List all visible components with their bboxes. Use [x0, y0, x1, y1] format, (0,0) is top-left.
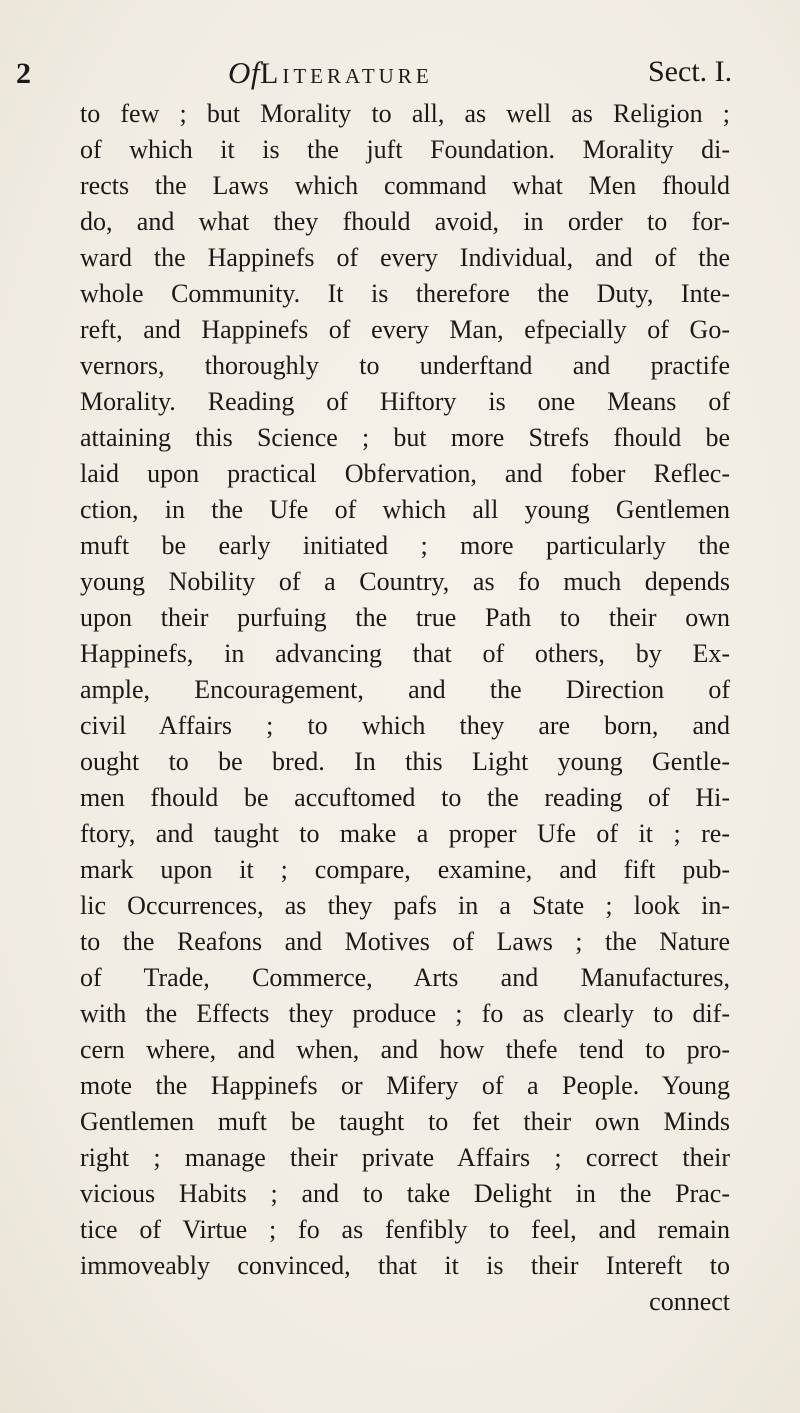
text-line: rects the Laws which command what Men fhould	[80, 171, 730, 200]
text-line: young Nobility of a Country, as fo much depends	[80, 567, 730, 596]
text-line: Happinefs, in advancing that of others, by Ex-	[80, 639, 730, 668]
text-line: to few ; but Morality to all, as well as Religion ;	[80, 99, 730, 128]
text-line: do, and what they fhould avoid, in order to for-	[80, 207, 730, 236]
text-line: with the Effects they produce ; fo as clearly to dif-	[80, 999, 730, 1028]
text-line: of which it is the juft Foundation. Morality di-	[80, 135, 730, 164]
text-line: mark upon it ; compare, examine, and fift pub-	[80, 855, 730, 884]
text-line: to the Reafons and Motives of Laws ; the Nature	[80, 927, 730, 956]
running-header	[0, 55, 800, 99]
text-line: laid upon practical Obfervation, and fober Reflec-	[80, 459, 730, 488]
text-line: Gentlemen muft be taught to fet their own Minds	[80, 1107, 730, 1136]
text-line: ought to be bred. In this Light young Gentle-	[80, 747, 730, 776]
text-line: vicious Habits ; and to take Delight in the Prac-	[80, 1179, 730, 1208]
text-line: right ; manage their private Affairs ; correct their	[80, 1143, 730, 1172]
text-line: muft be early initiated ; more particularly the	[80, 531, 730, 560]
running-title	[228, 55, 433, 91]
text-line: immoveably convinced, that it is their Intereft to	[80, 1251, 730, 1280]
text-line: attaining this Science ; but more Strefs fhould be	[80, 423, 730, 452]
text-line: cern where, and when, and how thefe tend to pro-	[80, 1035, 730, 1064]
text-line: ample, Encouragement, and the Direction of	[80, 675, 730, 704]
catchword: connect	[649, 1287, 730, 1316]
section-reference: Sect. I.	[648, 55, 733, 88]
page-number: 2	[16, 57, 31, 90]
text-line: upon their purfuing the true Path to their own	[80, 603, 730, 632]
text-line: reft, and Happinefs of every Man, efpecially of Go-	[80, 315, 730, 344]
text-line: tice of Virtue ; fo as fenfibly to feel, and remain	[80, 1215, 730, 1244]
text-line: of Trade, Commerce, Arts and Manufactures,	[80, 963, 730, 992]
text-line: whole Community. It is therefore the Duty, Inte-	[80, 279, 730, 308]
text-line: ftory, and taught to make a proper Ufe of it ; re-	[80, 819, 730, 848]
text-line: ward the Happinefs of every Individual, and of the	[80, 243, 730, 272]
text-line: ction, in the Ufe of which all young Gentlemen	[80, 495, 730, 524]
text-line: civil Affairs ; to which they are born, and	[80, 711, 730, 740]
text-line: vernors, thoroughly to underftand and practife	[80, 351, 730, 380]
text-line: Morality. Reading of Hiftory is one Means of	[80, 387, 730, 416]
title-prefix: Of	[228, 55, 260, 90]
text-line: mote the Happinefs or Mifery of a People. Young	[80, 1071, 730, 1100]
text-line: men fhould be accuftomed to the reading of Hi-	[80, 783, 730, 812]
title-word: Literature	[260, 57, 433, 90]
text-line: lic Occurrences, as they pafs in a State ; look in-	[80, 891, 730, 920]
